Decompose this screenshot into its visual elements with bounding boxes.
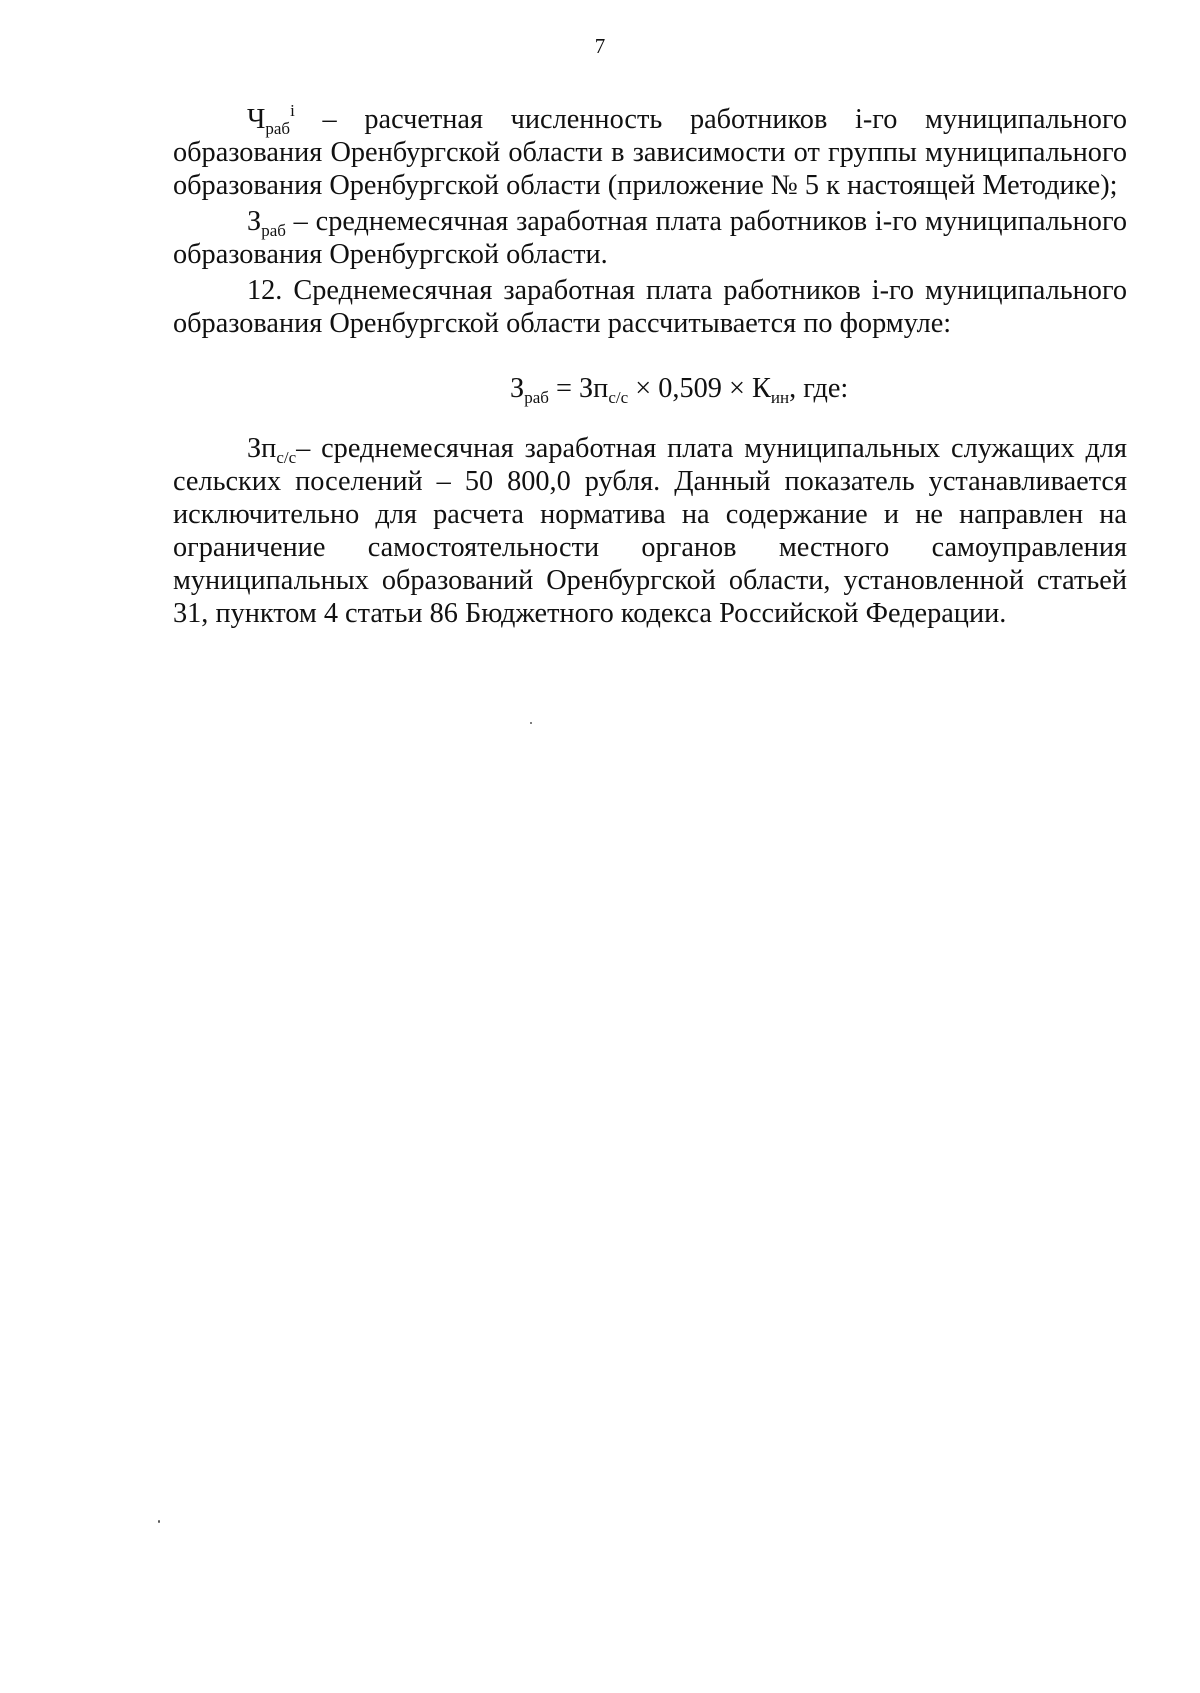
formula-tail: , где: [789,373,849,404]
formula-lhs-sub: раб [524,388,549,407]
clause-12: 12. Среднемесячная заработная плата работников i-го муниципального образования Оренбургской области рассчитывается по формуле: [173,275,1127,339]
symbol-zpcc: Зп [247,433,277,464]
subscript-cc: с/с [276,448,297,467]
symbol-zrab: З [247,206,262,237]
superscript-i: i [290,101,295,120]
definition-chrab-text: – расчетная численность работников i-го муниципального образования Оренбургской области в зависимости от группы муниципального образования Оренбургской области (приложение № 5 к настоящей Методике); [173,104,1127,201]
symbol-chrab: Ч [247,104,266,135]
scan-speck [158,1520,160,1523]
scan-speck [530,722,532,724]
definition-zrab-text: – среднемесячная заработная плата работников i-го муниципального образования Оренбургской области. [173,206,1127,270]
subscript-rab: раб [265,119,291,138]
definition-zpcc-text: – среднемесячная заработная плата муниципальных служащих для сельских поселений – 50 800,0 рубля. Данный показатель устанавливается исключительно для расчета норматива на содержание и не направлен на ограничение самостоятельности органов местного самоуправления муниципальных образований Оренбургской области, установленной статьей 31, пунктом 4 статьи 86 Бюджетного кодекса Российской Федерации. [173,433,1127,629]
page-number: 7 [594,34,606,58]
definition-chrab [173,103,1127,202]
formula-eq: = Зп [548,373,609,404]
definition-zpcc [173,432,1127,630]
formula-sub-in: ин [770,388,790,407]
formula-lhs: З [510,373,525,404]
formula-mid: × 0,509 × К [628,373,771,404]
definition-zrab [173,205,1127,271]
document-body [173,103,1127,630]
subscript-rab: раб [261,221,286,240]
salary-formula [173,372,1127,405]
formula-sub-cc: с/с [608,388,629,407]
